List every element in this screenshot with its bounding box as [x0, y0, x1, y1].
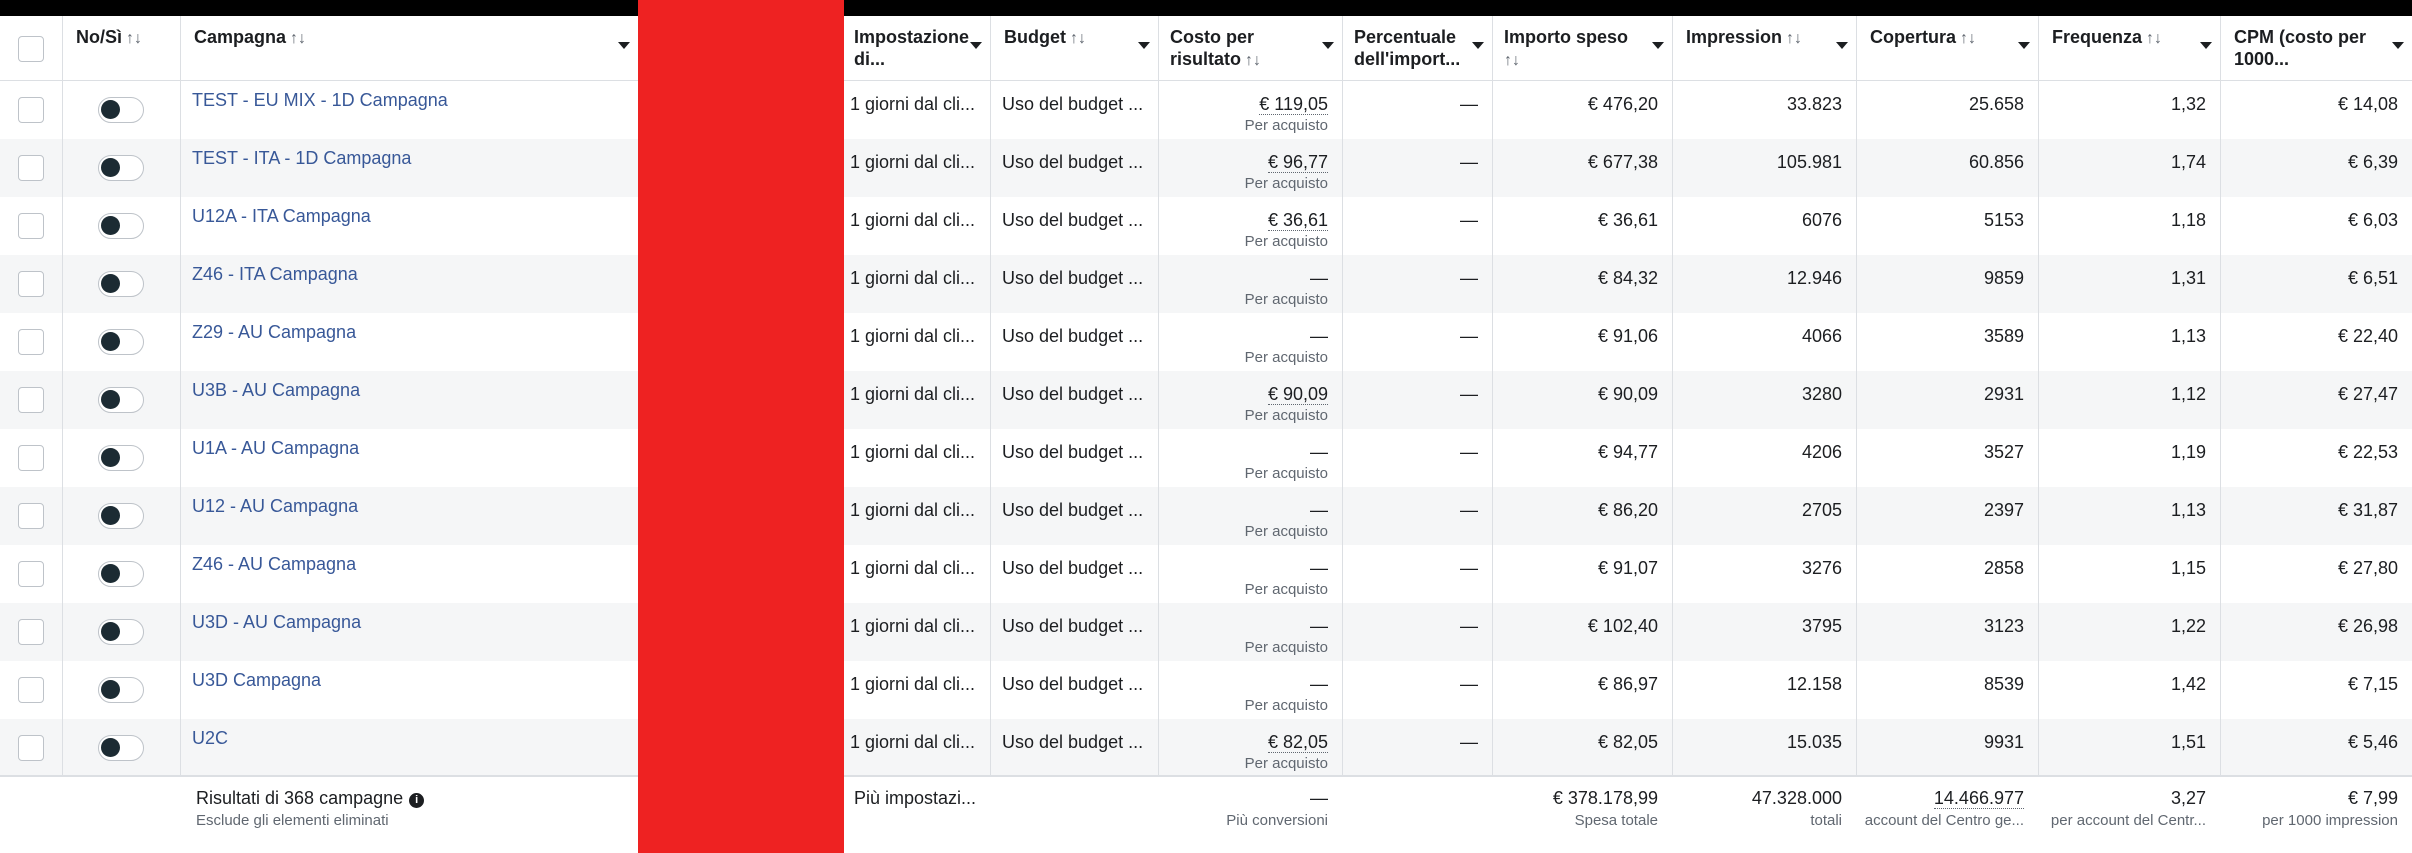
row-checkbox[interactable] — [18, 503, 44, 529]
cost-per-result-cell: — Per acquisto — [1244, 500, 1328, 540]
reach-cell: 3527 — [1983, 442, 2024, 462]
cost-per-result-cell: — Per acquisto — [1244, 674, 1328, 714]
cost-per-result-cell: € 119,05 Per acquisto — [1244, 94, 1328, 134]
attribution-cell: 1 giorni dal cli... — [850, 616, 976, 636]
reach-cell: 3123 — [1983, 616, 2024, 636]
toggle-knob — [101, 448, 120, 467]
toggle-knob — [101, 100, 120, 119]
sort-icon[interactable]: ↑↓ — [2146, 30, 2163, 47]
attribution-cell: 1 giorni dal cli... — [850, 268, 976, 288]
row-checkbox[interactable] — [18, 619, 44, 645]
campaign-toggle[interactable] — [98, 97, 144, 123]
percent-spent-cell: — — [1460, 674, 1478, 694]
column-divider — [62, 16, 63, 853]
header-cost-per-result[interactable]: Costo per risultato ↑↓ — [1158, 16, 1342, 80]
column-divider — [180, 16, 181, 853]
campaign-name-link[interactable]: U1A - AU Campagna — [192, 438, 360, 458]
row-checkbox[interactable] — [18, 445, 44, 471]
table-row[interactable] — [0, 139, 2412, 197]
cost-per-result-cell: € 90,09 Per acquisto — [1244, 384, 1328, 424]
budget-cell: Uso del budget ... — [1002, 732, 1144, 752]
campaign-name-link[interactable]: U12A - ITA Campagna — [192, 206, 371, 226]
campaign-toggle[interactable] — [98, 619, 144, 645]
toggle-knob — [101, 158, 120, 177]
cpm-cell: € 5,46 — [2347, 732, 2398, 752]
summary-cost: — Più conversioni — [1226, 788, 1328, 829]
chevron-down-icon[interactable] — [1472, 42, 1484, 49]
column-divider — [990, 16, 991, 853]
impressions-cell: 12.946 — [1786, 268, 1842, 288]
chevron-down-icon[interactable] — [1652, 42, 1664, 49]
attribution-cell: 1 giorni dal cli... — [850, 326, 976, 346]
cost-per-result-cell: € 82,05 Per acquisto — [1244, 732, 1328, 772]
campaign-name-link[interactable]: Z46 - AU Campagna — [192, 554, 357, 574]
impressions-cell: 4066 — [1801, 326, 1842, 346]
cpm-cell: € 27,80 — [2337, 558, 2398, 578]
frequency-cell: 1,51 — [2170, 732, 2206, 752]
percent-spent-cell: — — [1460, 732, 1478, 752]
header-campaign[interactable]: Campagna ↑↓ — [180, 16, 638, 80]
campaign-name-cell[interactable] — [180, 661, 638, 719]
campaign-name-cell[interactable] — [180, 487, 638, 545]
budget-cell: Uso del budget ... — [1002, 558, 1144, 578]
summary-spend: € 378.178,99 Spesa totale — [1552, 788, 1658, 829]
budget-cell: Uso del budget ... — [1002, 152, 1144, 172]
reach-cell: 2858 — [1983, 558, 2024, 578]
toggle-knob — [101, 680, 120, 699]
amount-spent-cell: € 476,20 — [1587, 94, 1658, 114]
frequency-cell: 1,13 — [2170, 500, 2206, 520]
column-divider — [1672, 16, 1673, 853]
campaign-name-cell[interactable] — [180, 545, 638, 603]
campaign-name-cell[interactable] — [180, 81, 638, 139]
campaign-name-cell[interactable] — [180, 371, 638, 429]
toggle-knob — [101, 622, 120, 641]
summary-results — [180, 777, 638, 853]
budget-cell: Uso del budget ... — [1002, 268, 1144, 288]
percent-spent-cell: — — [1460, 152, 1478, 172]
row-checkbox[interactable] — [18, 97, 44, 123]
percent-spent-cell: — — [1460, 326, 1478, 346]
percent-spent-cell: — — [1460, 500, 1478, 520]
campaign-name-link[interactable]: U3B - AU Campagna — [192, 380, 361, 400]
frequency-cell: 1,19 — [2170, 442, 2206, 462]
sort-icon[interactable]: ↑↓ — [1245, 52, 1262, 69]
amount-spent-cell: € 90,09 — [1597, 384, 1658, 404]
row-checkbox[interactable] — [18, 329, 44, 355]
campaign-name-cell[interactable] — [180, 429, 638, 487]
header-toggle[interactable]: No/Sì ↑↓ — [76, 27, 143, 47]
column-divider — [2220, 16, 2221, 853]
cpm-cell: € 14,08 — [2337, 94, 2398, 114]
impressions-cell: 15.035 — [1786, 732, 1842, 752]
frequency-cell: 1,12 — [2170, 384, 2206, 404]
campaign-toggle[interactable] — [98, 213, 144, 239]
results-sub: Esclude gli elementi eliminati — [196, 812, 389, 829]
cost-per-result-cell: — Per acquisto — [1244, 442, 1328, 482]
budget-cell: Uso del budget ... — [1002, 326, 1144, 346]
sort-icon[interactable]: ↑↓ — [1960, 30, 1977, 47]
redaction-overlay — [638, 0, 844, 853]
table-row[interactable] — [0, 371, 2412, 429]
impressions-cell: 105.981 — [1776, 152, 1842, 172]
attribution-cell: 1 giorni dal cli... — [850, 442, 976, 462]
campaign-name-cell[interactable] — [180, 603, 638, 661]
impressions-cell: 12.158 — [1786, 674, 1842, 694]
impressions-cell: 6076 — [1801, 210, 1842, 230]
attribution-cell: 1 giorni dal cli... — [850, 674, 976, 694]
cost-per-result-cell: — Per acquisto — [1244, 268, 1328, 308]
campaign-toggle[interactable] — [98, 561, 144, 587]
campaign-name-link[interactable]: Z46 - ITA Campagna — [192, 264, 358, 284]
cost-per-result-cell: — Per acquisto — [1244, 558, 1328, 598]
table-row[interactable] — [0, 545, 2412, 603]
header-impressions[interactable]: Impression ↑↓ — [1672, 16, 1856, 80]
table-row[interactable] — [0, 197, 2412, 255]
header-attribution[interactable]: Impostazione di... — [844, 16, 990, 80]
percent-spent-cell: — — [1460, 94, 1478, 114]
campaign-name-link[interactable]: U12 - AU Campagna — [192, 496, 359, 516]
frequency-cell: 1,13 — [2170, 326, 2206, 346]
impressions-cell: 4206 — [1801, 442, 1842, 462]
reach-cell: 5153 — [1983, 210, 2024, 230]
budget-cell: Uso del budget ... — [1002, 94, 1144, 114]
sort-icon[interactable]: ↑↓ — [290, 30, 307, 47]
summary-frequency: 3,27 per account del Centr... — [2050, 788, 2206, 829]
reach-cell: 60.856 — [1968, 152, 2024, 172]
attribution-cell: 1 giorni dal cli... — [850, 500, 976, 520]
reach-cell: 8539 — [1983, 674, 2024, 694]
toggle-knob — [101, 506, 120, 525]
chevron-down-icon[interactable] — [2018, 42, 2030, 49]
table-row[interactable] — [0, 487, 2412, 545]
cpm-cell: € 26,98 — [2337, 616, 2398, 636]
table-row[interactable] — [0, 255, 2412, 313]
percent-spent-cell: — — [1460, 384, 1478, 404]
row-checkbox[interactable] — [18, 271, 44, 297]
reach-cell: 2397 — [1983, 500, 2024, 520]
impressions-cell: 33.823 — [1786, 94, 1842, 114]
reach-cell: 9931 — [1983, 732, 2024, 752]
frequency-cell: 1,74 — [2170, 152, 2206, 172]
summary-impressions: 47.328.000 totali — [1751, 788, 1842, 829]
attribution-cell: 1 giorni dal cli... — [850, 384, 976, 404]
column-divider — [1856, 16, 1857, 853]
amount-spent-cell: € 36,61 — [1597, 210, 1658, 230]
chevron-down-icon[interactable] — [1322, 42, 1334, 49]
campaign-name-cell[interactable] — [180, 255, 638, 313]
frequency-cell: 1,42 — [2170, 674, 2206, 694]
amount-spent-cell: € 677,38 — [1587, 152, 1658, 172]
amount-spent-cell: € 91,07 — [1597, 558, 1658, 578]
campaign-toggle[interactable] — [98, 271, 144, 297]
campaign-name-link[interactable]: U2C — [192, 728, 229, 748]
table-row[interactable] — [0, 313, 2412, 371]
budget-cell: Uso del budget ... — [1002, 384, 1144, 404]
attribution-cell: 1 giorni dal cli... — [850, 94, 976, 114]
cost-per-result-cell: — Per acquisto — [1244, 616, 1328, 656]
sort-icon[interactable]: ↑↓ — [1070, 30, 1086, 47]
impressions-cell: 3276 — [1801, 558, 1842, 578]
budget-cell: Uso del budget ... — [1002, 210, 1144, 230]
row-checkbox[interactable] — [18, 561, 44, 587]
campaign-toggle[interactable] — [98, 677, 144, 703]
percent-spent-cell: — — [1460, 558, 1478, 578]
sort-icon[interactable]: ↑↓ — [1504, 52, 1520, 69]
toggle-knob — [101, 390, 120, 409]
row-checkbox[interactable] — [18, 387, 44, 413]
budget-cell: Uso del budget ... — [1002, 500, 1144, 520]
campaign-name-cell[interactable] — [180, 313, 638, 371]
row-checkbox[interactable] — [18, 155, 44, 181]
campaign-name-cell[interactable] — [180, 719, 638, 777]
chevron-down-icon[interactable] — [970, 42, 982, 49]
campaign-name-link[interactable]: U3D Campagna — [192, 670, 322, 690]
cpm-cell: € 22,53 — [2337, 442, 2398, 462]
amount-spent-cell: € 94,77 — [1597, 442, 1658, 462]
row-checkbox[interactable] — [18, 677, 44, 703]
toggle-knob — [101, 564, 120, 583]
campaign-table — [0, 16, 2412, 853]
header-budget[interactable]: Budget ↑↓ — [990, 16, 1158, 80]
sort-icon[interactable]: ↑↓ — [126, 30, 143, 47]
results-count: Risultati di 368 campagne — [196, 788, 404, 808]
frequency-cell: 1,31 — [2170, 268, 2206, 288]
impressions-cell: 2705 — [1801, 500, 1842, 520]
reach-cell: 2931 — [1983, 384, 2024, 404]
attribution-cell: 1 giorni dal cli... — [850, 558, 976, 578]
attribution-cell: 1 giorni dal cli... — [850, 210, 976, 230]
cost-per-result-cell: € 36,61 Per acquisto — [1244, 210, 1328, 250]
header-percent-spent[interactable]: Percentuale dell'import... — [1342, 16, 1492, 80]
amount-spent-cell: € 91,06 — [1597, 326, 1658, 346]
campaign-toggle[interactable] — [98, 329, 144, 355]
cpm-cell: € 6,03 — [2347, 210, 2398, 230]
campaign-name-link[interactable]: TEST - EU MIX - 1D Campagna — [192, 90, 448, 110]
campaign-name-link[interactable]: Z29 - AU Campagna — [192, 322, 357, 342]
select-all-checkbox[interactable] — [18, 36, 44, 62]
header-amount-spent[interactable]: Importo speso ↑↓ — [1492, 16, 1672, 80]
campaign-toggle[interactable] — [98, 503, 144, 529]
header-reach[interactable]: Copertura ↑↓ — [1856, 16, 2038, 80]
chevron-down-icon[interactable] — [2392, 42, 2404, 49]
amount-spent-cell: € 86,20 — [1597, 500, 1658, 520]
cpm-cell: € 6,39 — [2347, 152, 2398, 172]
percent-spent-cell: — — [1460, 442, 1478, 462]
percent-spent-cell: — — [1460, 210, 1478, 230]
toggle-knob — [101, 274, 120, 293]
cpm-cell: € 6,51 — [2347, 268, 2398, 288]
summary-cpm: € 7,99 per 1000 impression — [2262, 788, 2398, 829]
column-divider — [2038, 16, 2039, 853]
table-row[interactable] — [0, 719, 2412, 777]
cpm-cell: € 27,47 — [2337, 384, 2398, 404]
budget-cell: Uso del budget ... — [1002, 616, 1144, 636]
toggle-knob — [101, 216, 120, 235]
budget-cell: Uso del budget ... — [1002, 442, 1144, 462]
cpm-cell: € 22,40 — [2337, 326, 2398, 346]
frequency-cell: 1,18 — [2170, 210, 2206, 230]
header-cpm[interactable]: CPM (costo per 1000... — [2220, 16, 2412, 80]
frequency-cell: 1,22 — [2170, 616, 2206, 636]
row-checkbox[interactable] — [18, 213, 44, 239]
summary-attribution: Più impostazi... — [854, 788, 977, 808]
chevron-down-icon[interactable] — [2200, 42, 2212, 49]
campaign-toggle[interactable] — [98, 445, 144, 471]
column-divider — [1158, 16, 1159, 853]
impressions-cell: 3795 — [1801, 616, 1842, 636]
campaign-toggle[interactable] — [98, 387, 144, 413]
campaign-name-cell[interactable] — [180, 197, 638, 255]
attribution-cell: 1 giorni dal cli... — [850, 152, 976, 172]
table-row[interactable] — [0, 81, 2412, 139]
reach-cell: 25.658 — [1968, 94, 2024, 114]
toggle-knob — [101, 738, 120, 757]
amount-spent-cell: € 84,32 — [1597, 268, 1658, 288]
column-divider — [1342, 16, 1343, 853]
table-row[interactable] — [0, 603, 2412, 661]
cpm-cell: € 7,15 — [2347, 674, 2398, 694]
toggle-knob — [101, 332, 120, 351]
frequency-cell: 1,32 — [2170, 94, 2206, 114]
table-row[interactable] — [0, 661, 2412, 719]
reach-cell: 9859 — [1983, 268, 2024, 288]
table-row[interactable] — [0, 429, 2412, 487]
cost-per-result-cell: € 96,77 Per acquisto — [1244, 152, 1328, 192]
cpm-cell: € 31,87 — [2337, 500, 2398, 520]
percent-spent-cell: — — [1460, 268, 1478, 288]
cost-per-result-cell: — Per acquisto — [1244, 326, 1328, 366]
column-divider — [1492, 16, 1493, 853]
campaign-name-link[interactable]: TEST - ITA - 1D Campagna — [192, 148, 412, 168]
campaign-toggle[interactable] — [98, 735, 144, 761]
attribution-cell: 1 giorni dal cli... — [850, 732, 976, 752]
frequency-cell: 1,15 — [2170, 558, 2206, 578]
sort-icon[interactable]: ↑↓ — [1786, 30, 1803, 47]
reach-cell: 3589 — [1983, 326, 2024, 346]
campaign-name-cell[interactable] — [180, 139, 638, 197]
summary-row — [0, 777, 2412, 853]
summary-reach: 14.466.977 account del Centro ge... — [1864, 788, 2024, 829]
percent-spent-cell: — — [1460, 616, 1478, 636]
info-icon[interactable]: i — [409, 793, 424, 808]
campaign-name-link[interactable]: U3D - AU Campagna — [192, 612, 362, 632]
impressions-cell: 3280 — [1801, 384, 1842, 404]
chevron-down-icon[interactable] — [1836, 42, 1848, 49]
campaign-toggle[interactable] — [98, 155, 144, 181]
amount-spent-cell: € 86,97 — [1597, 674, 1658, 694]
header-select-cell — [0, 16, 62, 80]
chevron-down-icon[interactable] — [618, 42, 630, 49]
header-frequency[interactable]: Frequenza ↑↓ — [2038, 16, 2220, 80]
budget-cell: Uso del budget ... — [1002, 674, 1144, 694]
amount-spent-cell: € 82,05 — [1597, 732, 1658, 752]
row-checkbox[interactable] — [18, 735, 44, 761]
amount-spent-cell: € 102,40 — [1587, 616, 1658, 636]
chevron-down-icon[interactable] — [1138, 42, 1150, 49]
